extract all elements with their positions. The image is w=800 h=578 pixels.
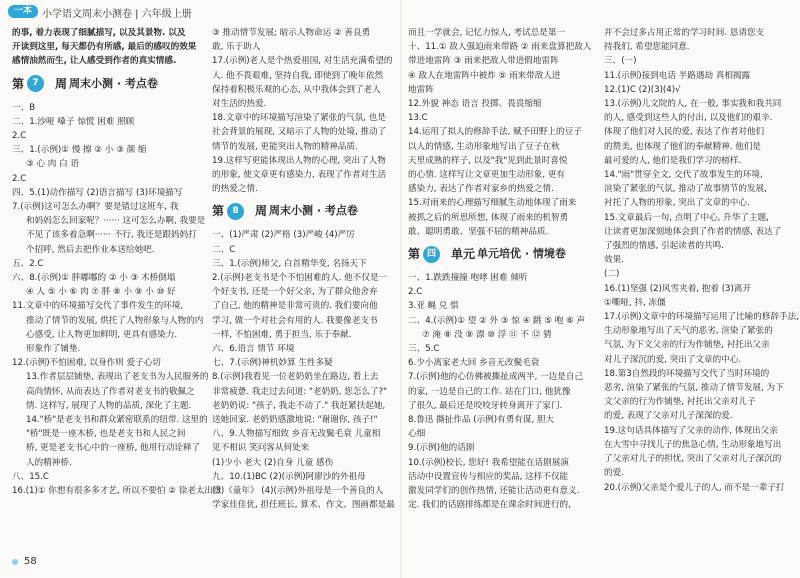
answer-line: 气氛, 为下文父亲的行为作铺垫, 衬托出父亲 <box>604 340 770 351</box>
answer-line: 20.(示例)父亲是个爱儿子的人, 而不是一辈子打 <box>604 482 785 493</box>
section-heading-prefix: 第 <box>212 204 225 219</box>
answer-line: 情节的发展, 更能突出人物的精神品质. <box>212 141 358 152</box>
answer-line: 学习, 做一个对社会有用的人. 我要像老支书 <box>212 315 378 326</box>
answer-line: 三、(一) <box>604 56 637 67</box>
answer-column-3 <box>408 26 594 513</box>
answer-line: 的爱. <box>604 468 624 479</box>
answer-line: (1)少小 老大 (2)自身 儿童 感伤 <box>212 457 334 468</box>
answer-line: 2.C <box>408 287 423 298</box>
answer-line: 11.(示例)接到电话 半路遇劫 真相揭露 <box>604 70 751 81</box>
answer-line: 2.C <box>12 173 27 184</box>
answer-line: 衬托了人物的形象, 突出了文章的中心. <box>604 198 750 209</box>
section-heading-prefix: 第 <box>408 246 421 261</box>
answer-line: 定. 我们的话剧排练都是在课余时间进行的, <box>408 500 571 511</box>
answer-line: 15.对雨来的心理描写细腻生动地体现了雨来 <box>408 198 577 209</box>
answer-line: 三、5.C <box>408 344 440 355</box>
answer-line: 保持着积极乐观的心态, 从中我体会到了老人 <box>212 84 381 95</box>
answer-line: 一样, 不怕困难, 勇于担当, 乐于奉献. <box>212 329 352 340</box>
section-heading-unit: 周 <box>255 204 268 219</box>
answer-line: 和妈妈怎么回家呢？······ 这可怎么办啊, 我要是 <box>26 216 206 227</box>
page-number: 58 <box>24 556 37 567</box>
answer-line: 感情油然而生, 让人感受到作者的真实情感. <box>12 56 177 67</box>
answer-line: 二、C <box>212 244 236 255</box>
answer-line: 渲染了紧张的气氛, 推动了故事情节的发展, <box>604 184 767 195</box>
answer-line: 的心情. 这样写让文章更加生动形象, 更有 <box>408 170 566 181</box>
section-heading-title: 周末小测 · 考点卷 <box>69 76 158 90</box>
answer-line: 七、7.(示例)神机妙算 生性多疑 <box>212 358 333 369</box>
answer-line: 了自己, 他的精神是非常可贵的. 我们要向他 <box>212 301 378 312</box>
answer-line: 个招呼, 然后去把作业本送给她吧. <box>26 244 155 255</box>
answer-line: 18.第3自然段的环境描写交代了当时环境的 <box>604 368 770 379</box>
section-heading <box>408 241 594 267</box>
answer-line: 的热爱之情. <box>212 184 258 195</box>
section-heading <box>212 198 396 224</box>
answer-line: 体现了他们对人民的爱, 表达了作者对他们 <box>604 127 765 138</box>
answer-line: 敢, 乐于助人 <box>212 42 261 53</box>
answer-line: 12.(1)C (2)(3)(4)√ <box>604 84 681 95</box>
answer-line: 19.这句话具体描写了父亲的动作, 体现出父亲 <box>604 425 778 436</box>
answer-line: 13.(示例)儿文院的人, 在一般, 事实我和我共同 <box>604 99 782 110</box>
answer-line: 17.(示例)老人是个热爱祖国, 对生活充满希望的 <box>212 56 393 67</box>
answer-line: ③ 心 肉 白 语 <box>26 159 80 170</box>
answer-line: 了很久, 最后还是咬咬牙转身离开了家门. <box>408 400 563 411</box>
answer-line: 人. 他不畏艰难, 坚持自我, 即使到了晚年依然 <box>212 70 384 81</box>
answer-line: 恶劣, 渲染了紧张的气氛, 推动了情节发展, 为下 <box>604 383 784 394</box>
answer-line: 社会背景的展现, 又暗示了人物的处境, 推动了 <box>212 127 387 138</box>
section-heading-unit: 单元 <box>451 246 476 261</box>
answer-line: 带进地雷阵 ③ 雨来把敌人带进假地雷阵 <box>408 56 559 67</box>
answer-line: 7.(示例)这可怎么办啊？要是错过这班车, 我 <box>12 202 179 213</box>
answer-line: 2.(示例)老支书是个不怕困难的人. 他不仅是一 <box>212 273 388 284</box>
answer-line: ③ 推动情节发展; 暗示人物命运 ② 善良勇 <box>212 28 371 38</box>
section-heading-unit: 周 <box>55 76 68 91</box>
answer-line: 激发同学们的创作热情, 还能让活动更有意义. <box>408 486 580 497</box>
answer-line: ⑦ 淹 ⑧ 没 ⑨ 漂 ⑩ 浮 ⑪ 不 ⑫ 猜 <box>422 329 552 340</box>
answer-line: ④ 敌人在地雷阵中被炸 ⑤ 雨来带敌人进 <box>408 70 561 81</box>
answer-line: 13.作者层层铺垫, 表现出了老支书为人民服务的 <box>26 372 209 383</box>
answer-line: 而且一学就会, 记忆力惊人, 考试总是第一 <box>408 28 566 38</box>
answer-line: 五、2.C <box>12 258 44 269</box>
answer-line: 情. 这样写, 展现了人物的品质, 深化了主题. <box>26 400 192 411</box>
answer-line: 桥, 更是老支书心中的一座桥, 他用行动诠释了 <box>26 443 201 454</box>
answer-line: 8.鲁迅 撕扯作品 (示例)有勇有谋, 胆大 <box>408 415 555 426</box>
answer-line: 以人的情感, 生动形象地写出了豆子在秋 <box>408 141 560 152</box>
answer-line: 15.文章最后一句, 点明了中心, 升华了主题, <box>604 212 769 223</box>
answer-line: 了强烈的情感, 引起读者的共鸣. <box>604 241 724 252</box>
section-heading <box>12 71 200 97</box>
answer-line: 二、4.(示例)① 望 ② 外 ③ 惊 ④ 跳 ⑤ 咆 ⑥ 声 <box>408 315 586 326</box>
answer-line: ④ 人 ⑤ 小 ⑥ 肉 ⑦ 胖 ⑧ 小 ⑨ 小 ⑩ 好 <box>26 287 176 298</box>
answer-column-2 <box>212 26 396 513</box>
answer-line: 一、B <box>12 102 36 113</box>
answer-line: 人的精神桥. <box>26 457 72 468</box>
answer-line: 对生活的热爱. <box>212 99 267 110</box>
answer-line: 一、(1)严肃 (2)严格 (3)严峻 (4)严厉 <box>212 230 355 241</box>
answer-line: 六、8.(示例)① 胖嘟嘟的 ② 小 ③ 木桥倒塌 <box>12 273 176 284</box>
answer-line: 19.这样写更能体现出人物的心理, 突出了人物 <box>212 155 386 166</box>
brand-logo: 一本 <box>8 5 38 18</box>
answer-line: 并不会过多占用正常的学习时间. 恳请您支 <box>604 28 765 38</box>
answer-line: 九、10.(1)BC (2)(示例)阿廖沙的外祖母 <box>212 471 366 482</box>
answer-line: "桥"既是一座木桥, 也是老支书和人民之间 <box>26 429 186 440</box>
answer-line: 在大雪中寻找儿子的焦急心情, 生动形象地写出 <box>604 439 782 450</box>
section-heading-title: 单元培优 · 情境卷 <box>477 246 566 260</box>
answer-line: 14.运用了拟人的修辞手法, 赋予田野上的豆子 <box>408 127 582 138</box>
section-number-badge: 7 <box>27 75 44 92</box>
answer-line: 敢、聪明勇敢、坚强不屈的精神品质. <box>408 226 549 237</box>
answer-line: 老奶奶说: "孩子, 我走不动了." 我赶紧扶起她, <box>212 400 386 411</box>
answer-line: 对儿子深沉的爱, 突出了文章的中心. <box>604 354 742 365</box>
answer-line: 12.(示例)不怕困难, 以身作则 爱子心切 <box>12 358 161 369</box>
answer-line: 的家, 一边是自己的工作. 站在门口, 他犹豫 <box>408 386 571 397</box>
answer-line: 六、6.语言 情节 环境 <box>212 344 295 355</box>
answer-column-4 <box>604 26 799 495</box>
answer-line: 心感受, 让人物更加鲜明, 更具有感染力. <box>26 329 178 340</box>
answer-line: 不见了该多着急啊······ 不行, 我还是跟妈妈打 <box>26 230 197 241</box>
answer-line: 文父亲的行为作铺垫, 衬托出父亲对儿子 <box>604 397 756 408</box>
section-number-badge: 8 <box>227 203 244 220</box>
page-fold <box>400 0 401 578</box>
answer-line: 的赞美, 也体现了他们的奉献精神. 他们是 <box>604 141 762 152</box>
answer-line: ①嘶哑, 抖, 冻僵 <box>604 297 666 308</box>
answer-line: 11.文章中的环境描写交代了事件发生的环境, <box>12 301 184 312</box>
answer-line: 送她回家. 老奶奶感激地说: "谢谢你, 孩子!" <box>212 415 378 426</box>
answer-line: 17.(示例)文章中的环境描写运用了比喻的修辞手法, <box>604 312 799 323</box>
answer-line: 14."雨"贯穿全文, 交代了故事发生的环境, <box>604 170 763 181</box>
answer-line: 二、1.沙哑 嗓子 惊慌 困难 照顾 <box>12 116 135 127</box>
page-dot-icon <box>12 559 18 565</box>
answer-line: 八、9.人物描写细致 乡音无改鬓毛衰 儿童相 <box>212 429 381 440</box>
answer-line: 见不相识 笑问客从何处来 <box>212 443 310 454</box>
answer-line: 推动了情节的发展, 烘托了人物形象与人物的内 <box>26 315 204 326</box>
answer-line: 学家佳佳优, 担任班长, 算术、作文、图画都是最 <box>212 500 395 511</box>
answer-line: 16.(1)坚强 (2)风雪夹着, 抱着 (3)离开 <box>604 283 752 294</box>
answer-line: 个好支书, 还是一个好父亲, 为了群众他舍弃 <box>212 287 378 298</box>
answer-line: 天里成熟的样子, 以及"我"见到此景时喜悦 <box>408 155 568 166</box>
answer-line: 12.外貌 神态 语言 投掷、畏畏缩缩 <box>408 99 542 110</box>
answer-line: 2.C <box>12 131 27 142</box>
section-heading-prefix: 第 <box>12 76 25 91</box>
answer-line: 高尚情怀, 从而表达了作者对老支书的敬佩之 <box>26 386 195 397</box>
answer-line: 的形象, 使文章更有感染力, 表现了作者对生活 <box>212 170 387 181</box>
answer-line: 14."桥"是老支书和群众紧密联系的纽带. 这里的 <box>26 415 208 426</box>
answer-line: 6.少小离家老大回 乡音无改鬓毛衰 <box>408 358 540 369</box>
answer-line: 效果. <box>604 255 624 266</box>
section-number-badge: 四 <box>423 246 440 263</box>
answer-line: 10.(示例)校长, 您好! 我希望能在话剧展演 <box>408 457 569 468</box>
answer-line: 形象作了铺垫. <box>26 344 81 355</box>
answer-line: 非常疲惫. 我走过去问道: "老奶奶, 您怎么了?" <box>212 386 388 397</box>
answer-line: 让读者更加深刻地体会到了作者的情感, 表达了 <box>604 226 782 237</box>
answer-line: (3)《童年》 (4)(示例)外祖母是一个善良的人 <box>212 486 384 497</box>
answer-line: 地雷阵 <box>408 84 434 95</box>
answer-line: 四、5.(1)动作描写 (2)语言描写 (3)环境描写 <box>12 187 183 198</box>
answer-line: 十、11.① 敌人强迫雨来带路 ② 雨来盘算把敌人 <box>408 42 592 53</box>
answer-line: 9.(示例)他的话剧 <box>408 443 475 454</box>
answer-line: 三、1.(示例)师父, 白首精华变, 名扬天下 <box>212 258 367 269</box>
answer-line: 八、15.C <box>12 471 49 482</box>
answer-line: 7.(示例)他的心仿佛被撕扯成两半, 一边是自己 <box>408 372 584 383</box>
answer-line: 开读到这里, 每天都仍有所感, 最后的感叹的效果 <box>12 42 197 53</box>
answer-line: 8.(示例)我看见一位老奶奶坐在路边, 看上去 <box>212 372 379 383</box>
answer-line: 被抓之后的所思所想, 体现了雨来的机智勇 <box>408 212 569 223</box>
answer-line: 3.亚 蝇 兑 惧 <box>408 301 459 312</box>
answer-line: 最可爱的人, 他们是我们学习的榜样. <box>604 155 742 166</box>
answer-column-1 <box>12 26 222 498</box>
answer-line: (二) <box>604 269 620 280</box>
book-title: 小学语文周末小测卷 | 六年级上册 <box>42 9 192 20</box>
answer-line: 持我们, 希望您能同意. <box>604 42 690 53</box>
answer-line: 三、1.(示例)① 慢 擦 ② 小 ③ 颜 缩 <box>12 145 147 156</box>
answer-line: 一、1.跌跌撞撞 咆哮 困难 倾听 <box>408 273 528 284</box>
answer-line: 16.(1)① 你想有很多多才艺, 所以不要怕 ② 徐老太出世 <box>12 486 222 497</box>
answer-line: 生动形象地写出了天气的恶劣, 渲染了紧张的 <box>604 326 773 337</box>
answer-line: 18.文章中的环境描写渲染了紧张的气氛, 也是 <box>212 113 386 124</box>
answer-line: 的爱, 表现了父亲对儿子深深的爱. <box>604 411 733 422</box>
section-heading-title: 周末小测 · 考点卷 <box>269 204 358 218</box>
answer-line: 的事, 着力表现了细腻描写, 以及其景物. 以及 <box>12 28 186 38</box>
answer-line: 心细 <box>408 429 426 440</box>
answer-line: 的人, 感受到这些人的付出, 以及他们的艰辛. <box>604 113 773 124</box>
answer-line: 13.C <box>408 113 428 124</box>
answer-line: 活动中设置宣传与相应的奖品, 这样不仅能 <box>408 471 569 482</box>
answer-line: 感染力, 表达了作者对家乡的热爱之情. <box>408 184 554 195</box>
answer-line: 了父亲对儿子的担忧, 突出了父亲对儿子深沉的 <box>604 454 782 465</box>
